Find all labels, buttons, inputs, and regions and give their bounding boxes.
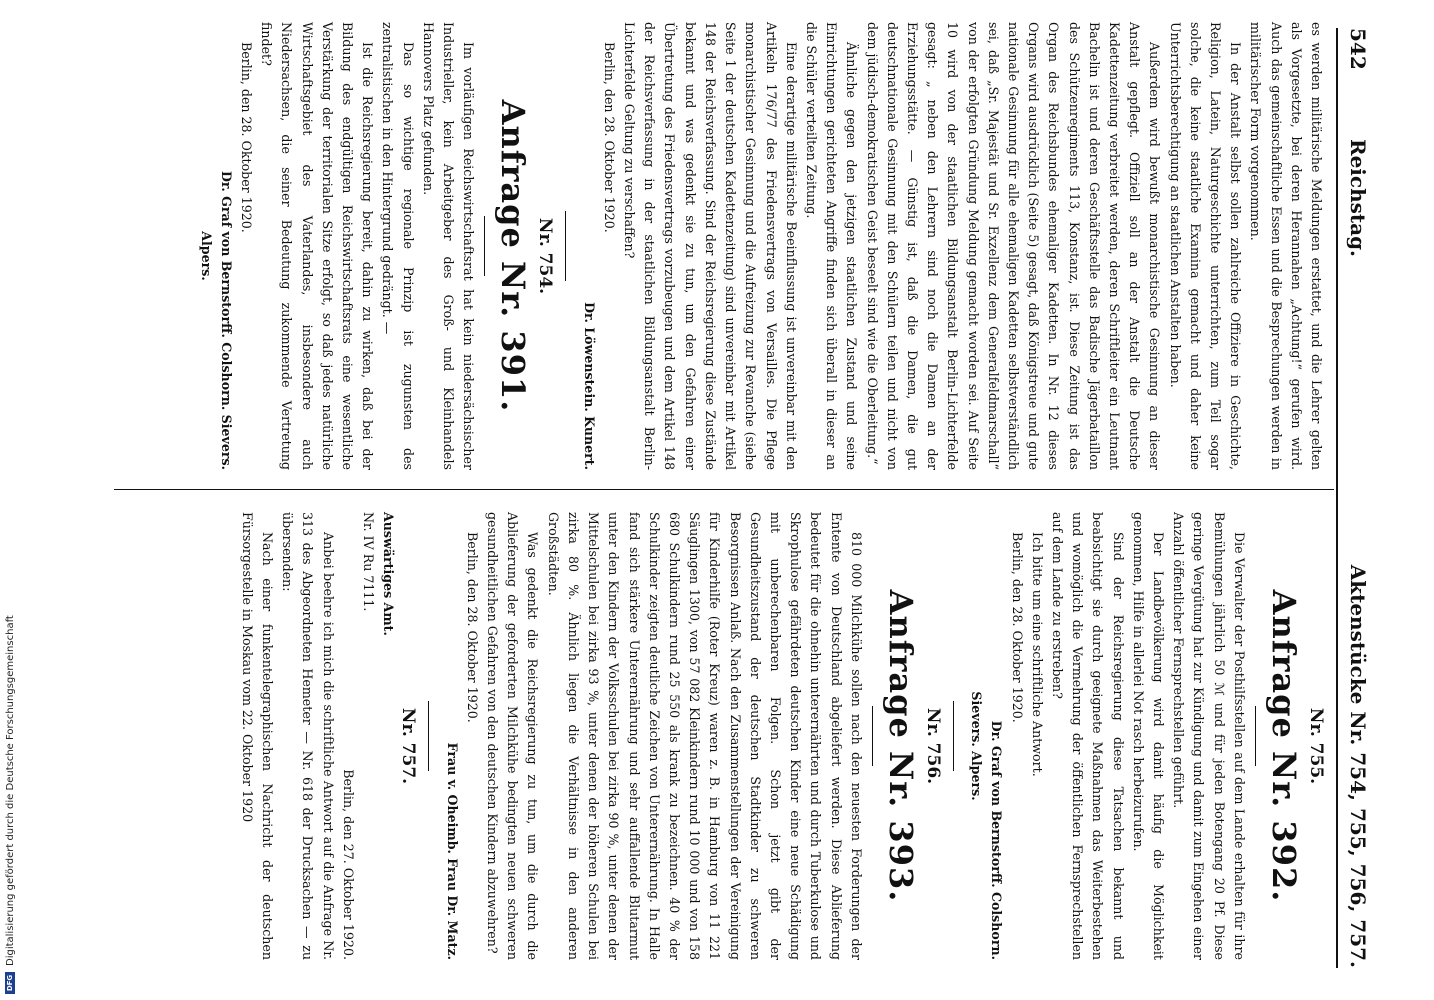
- header-section: Reichstag.: [1346, 138, 1370, 258]
- paragraph: Anbei beehre ich mich die schriftliche Antwort auf die Anfrage Nr. 313 des Abgeordneten Hemeter — Nr. 618 der Drucksachen — zu übersenden:: [280, 512, 336, 960]
- separator-rule: [953, 701, 954, 771]
- date-line: Berlin, den 27. Oktober 1920.: [340, 769, 356, 960]
- signature: Frau v. Oheimb. Frau Dr. Matz.: [444, 742, 460, 960]
- signature: Dr. Graf von Bernstorff. Colshorn.: [989, 720, 1005, 960]
- separator-rule: [484, 216, 485, 276]
- paragraph: Nach einer funkentelegraphischen Nachricht der deutschen Fürsorgestelle in Moskau vom 22. Oktober 1920: [239, 512, 276, 960]
- separator-rule: [565, 211, 566, 281]
- date-line: Berlin, den 28. Oktober 1920.: [464, 532, 480, 723]
- running-header: [1340, 28, 1370, 968]
- left-column: [195, 22, 1326, 470]
- paragraph: Außerdem wird bewußt monarchistische Gesinnung an dieser Anstalt gepflegt. Offiziell soll an der Anstalt die Deutsche Kadettenzeitung verbreitet werden, deren Schriftleiter ein Leutnant Bachelin ist und deren Geschäftsstelle das Badische Jägerbataillon des Schützenregiments 113, Konstanz, ist. Diese Zeitung ist das Organ des Reichsbundes ehemaliger Kadetten. In Nr. 12 dieses Organs wird ausdrücklich (Seite 5) gesagt, daß Königstreue und gute nationale Gesinnung für alle ehemaligen Kadetten selbstverständlich sei, daß „Sr. Majestät und Sr. Exzellenz dem Generalfeldmarschall“ von der erfolgten Gründung Meldung gemacht worden sei. Auf Seite 10 wird von der staatlichen Bildungsanstalt Berlin-Lichterfelde gesagt: „ neben den Lehrern sind noch die Damen an der Erziehungsstätte. — Günstig ist, daß die Damen, die gut deutschnationale Gesinnung mit den Schülern teilen und nicht von dem jüdisch-demokratischen Geist beseelt sind wie die Oberleitung.“: [864, 22, 1163, 470]
- paragraph: Ist die Reichsregierung bereit, dahin zu wirken, daß bei der Bildung des endgültigen Reichswirtschaftsrats eine wesentliche Verstärkung der territorialen Sitze erfolgt, so daß jedes natürliche Wirtschaftsgebiet des Vaterlandes, insbesondere auch Niedersachsen, die seiner Bedeutung zukommende Vertretung findet?: [259, 22, 376, 470]
- date-line: Berlin, den 28. Oktober 1920.: [1009, 532, 1025, 723]
- anfrage-title: Anfrage Nr. 393.: [881, 589, 920, 903]
- header-rule: [1336, 28, 1338, 968]
- separator-rule: [1255, 706, 1256, 766]
- office-name: Auswärtiges Amt.: [381, 512, 397, 636]
- date-line: Berlin, den 28. Oktober 1920.: [239, 42, 255, 233]
- paragraph: es werden militärische Meldungen erstattet, und die Lehrer gelten als Vorgesetzte, bei deren Herannahen „Achtung!“ gerufen wird. Auch das gemeinschaftliche Essen und die Besprechungen werden in militärischer Form vorgenommen.: [1248, 22, 1324, 470]
- page-number: 542: [1346, 28, 1370, 70]
- column-divider: [114, 489, 1334, 490]
- separator-rule: [428, 701, 429, 771]
- digitization-note: [0, 0, 20, 1000]
- signature: Dr. Graf von Bernstorff. Colshorn. Sievers.: [218, 170, 234, 470]
- paragraph: Eine derartige militärische Beeinflussung ist unvereinbar mit den Artikeln 176/77 des Friedensvertrags von Versailles. Die Pflege monarchistischer Gesinnung und die Aufreizung zur Revanche (siehe Seite 1 der deutschen Kadettenzeitung) sind unvereinbar mit Artikel 148 der Reichsverfassung. Sind der Reichsregierung diese Zustände bekannt und was gedenkt sie zu tun, um den Gefahren einer Übertretung des Friedensvertrags vorzubeugen und dem Artikel 148 der Reichsverfassung in der staatlichen Bildungsanstalt Berlin-Lichterfelde Geltung zu verschaffen?: [622, 22, 799, 470]
- signature: Sievers. Alpers.: [969, 691, 985, 801]
- document-number: Nr. 755.: [1306, 707, 1326, 785]
- paragraph: Das so wichtige regionale Prinzip ist zugunsten des zentralistischen in den Hintergrund gedrängt. —: [380, 22, 416, 470]
- separator-rule: [872, 706, 873, 766]
- paragraph: In der Anstalt selbst sollen zahlreiche Offiziere in Geschichte, Religion, Latein, Naturgeschichte unterrichten, zum Teil sogar solche, die keine staatliche Examina gemacht und daher keine Unterrichtsberechtigung an staatlichen Anstalten haben.: [1167, 22, 1244, 470]
- date-line: Berlin, den 28. Oktober 1920.: [601, 42, 617, 233]
- right-column: [237, 512, 1326, 960]
- document-number: Nr. 756.: [922, 707, 943, 785]
- paragraph: Ähnliche gegen den jetzigen staatlichen Zustand und seine Einrichtungen gerichteten Angriffe finden sich überall in dieser an die Schüler verteilten Zeitung.: [803, 22, 860, 470]
- signature: Dr. Löwenstein. Kunert.: [581, 302, 597, 470]
- paragraph: Ich bitte um eine schriftliche Antwort.: [1029, 532, 1045, 777]
- anfrage-title: Anfrage Nr. 391.: [494, 99, 533, 413]
- paragraph: Der Landbevölkerung wird damit häufig die Möglichkeit genommen, Hilfe in allerlei Not rasch herbeizurufen.: [1130, 512, 1166, 960]
- reference-number: Nr. IV Ru 7111.: [361, 512, 377, 612]
- document-number: Nr. 754.: [535, 217, 556, 295]
- header-documents: Aktenstücke Nr. 754, 755, 756, 757.: [1346, 564, 1370, 968]
- paragraph: Die Verwalter der Posthilfsstellen auf dem Lande erhalten für ihre Bemühungen jährlich 50 ℳ und für jeden Botengang 20 Pf. Diese geringe Vergütung hat zur Kündigung und damit zum Eingehen einer Anzahl öffentlicher Fernsprechstellen geführt.: [1171, 512, 1247, 960]
- paragraph: Im vorläufigen Reichswirtschaftsrat hat kein niedersächsischer Industrieller, kein Arbeitgeber des Groß- und Kleinhandels Hannovers Platz gefunden.: [420, 22, 477, 470]
- paragraph: Sind der Reichsregierung diese Tatsachen bekannt und beabsichtigt sie durch geeignete Maßnahmen das Weiterbestehen und womöglich die Vermehrung der öffentlichen Fernsprechstellen auf dem Lande zu erstreben?: [1049, 512, 1126, 960]
- document-number: Nr. 757.: [398, 707, 419, 785]
- anfrage-title: Anfrage Nr. 392.: [1264, 589, 1303, 903]
- digitization-text: Digitalisierung gefördert durch die Deutsche Forschungsgemeinschaft: [4, 615, 16, 966]
- signature: Alpers.: [198, 231, 214, 281]
- paragraph: 810 000 Milchkühe sollen nach den neuesten Forderungen der Entente von Deutschland abgeliefert werden. Diese Ablieferung bedeutet für die ohnehin unterernährten und durch Tuberkulose und Skrophulose gefährdeten deutschen Kinder eine neue Schädigung mit unberechenbaren Folgen. Schon jetzt gibt der Gesundheitszustand der deutschen Stadtkinder zu schweren Besorgnissen Anlaß. Nach den Zusammenstellungen der Vereinigung für Kinderhilfe (Roter Kreuz) waren z. B. in Hamburg von 11 221 Säuglingen 1300, von 57 082 Kleinkindern rund 10 000 und von 158 680 Schulkindern rund 25 550 als krank zu bezeichnen. 40 % der Schulkinder zeigten deutliche Zeichen von Unterernährung. In Halle fand sich stärkere Unterernährung und sehr auffallende Blutarmut unter den Kindern der Volksschulen bei zirka 90 %, unter denen der Mittelschulen bei zirka 93 %, unter denen der höheren Schulen bei zirka 80 %. Ähnlich liegen die Verhältnisse in den anderen Großstädten.: [545, 512, 864, 960]
- paragraph: Was gedenkt die Reichsregierung zu tun, um die durch die Ablieferung der geforderten Milchkühe bedingten neuen schweren gesundheitlichen Gefahren von den deutschen Kindern abzuwehren?: [485, 512, 541, 960]
- dfg-logo-icon: DFG: [5, 972, 15, 994]
